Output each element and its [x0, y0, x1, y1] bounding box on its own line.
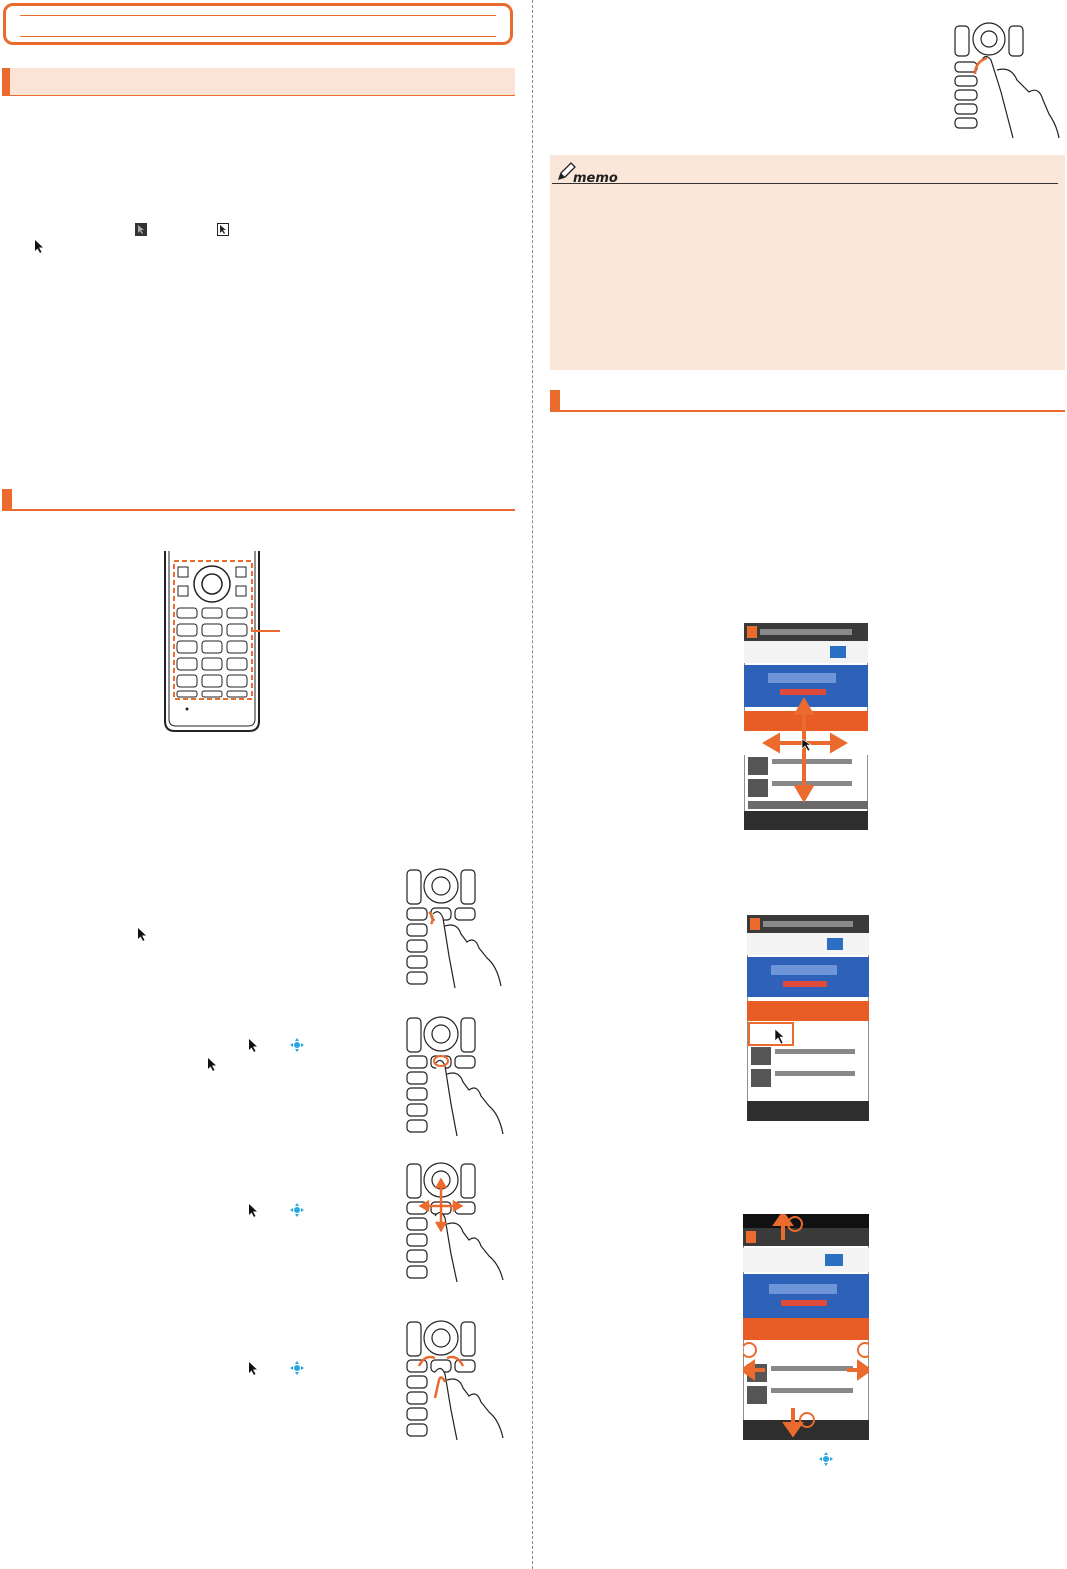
- mouse-pointer-icon: [248, 1039, 258, 1052]
- mouse-pointer-icon: [248, 1362, 258, 1375]
- hand-press-key-illustration: [405, 866, 515, 988]
- pointer-mode-blue-icon: [290, 1361, 304, 1375]
- mouse-pointer-dark-icon: [135, 223, 147, 236]
- browser-screenshot-edge-scroll: [743, 1214, 869, 1440]
- mouse-pointer-outline-icon: [217, 223, 229, 236]
- mouse-pointer-icon: [248, 1204, 258, 1217]
- mouse-pointer-icon: [34, 240, 44, 253]
- section-heading-band: [2, 68, 515, 96]
- hand-press-center-key-illustration: [405, 1014, 515, 1136]
- hand-swipe-cross-illustration: [405, 1160, 515, 1282]
- hand-rotate-illustration: [405, 1318, 515, 1440]
- hand-rotate-wheel-illustration: [953, 22, 1063, 140]
- memo-rule: [552, 183, 1058, 184]
- mouse-pointer-icon: [207, 1058, 217, 1071]
- memo-box: [550, 155, 1065, 370]
- mouse-pointer-icon: [137, 928, 147, 941]
- chapter-title-rule: [20, 15, 496, 37]
- pointer-mode-blue-icon: [819, 1452, 833, 1466]
- column-divider: [532, 0, 533, 1569]
- section-heading-line: [550, 390, 1065, 412]
- section-heading-line: [2, 489, 515, 511]
- chapter-title-box: [3, 3, 513, 45]
- browser-screenshot-select: [747, 915, 869, 1121]
- pointer-mode-blue-icon: [290, 1203, 304, 1217]
- browser-screenshot-scroll: [744, 623, 868, 830]
- memo-label: memo: [573, 171, 618, 186]
- phone-keypad-illustration: [162, 551, 282, 733]
- pointer-mode-blue-icon: [290, 1038, 304, 1052]
